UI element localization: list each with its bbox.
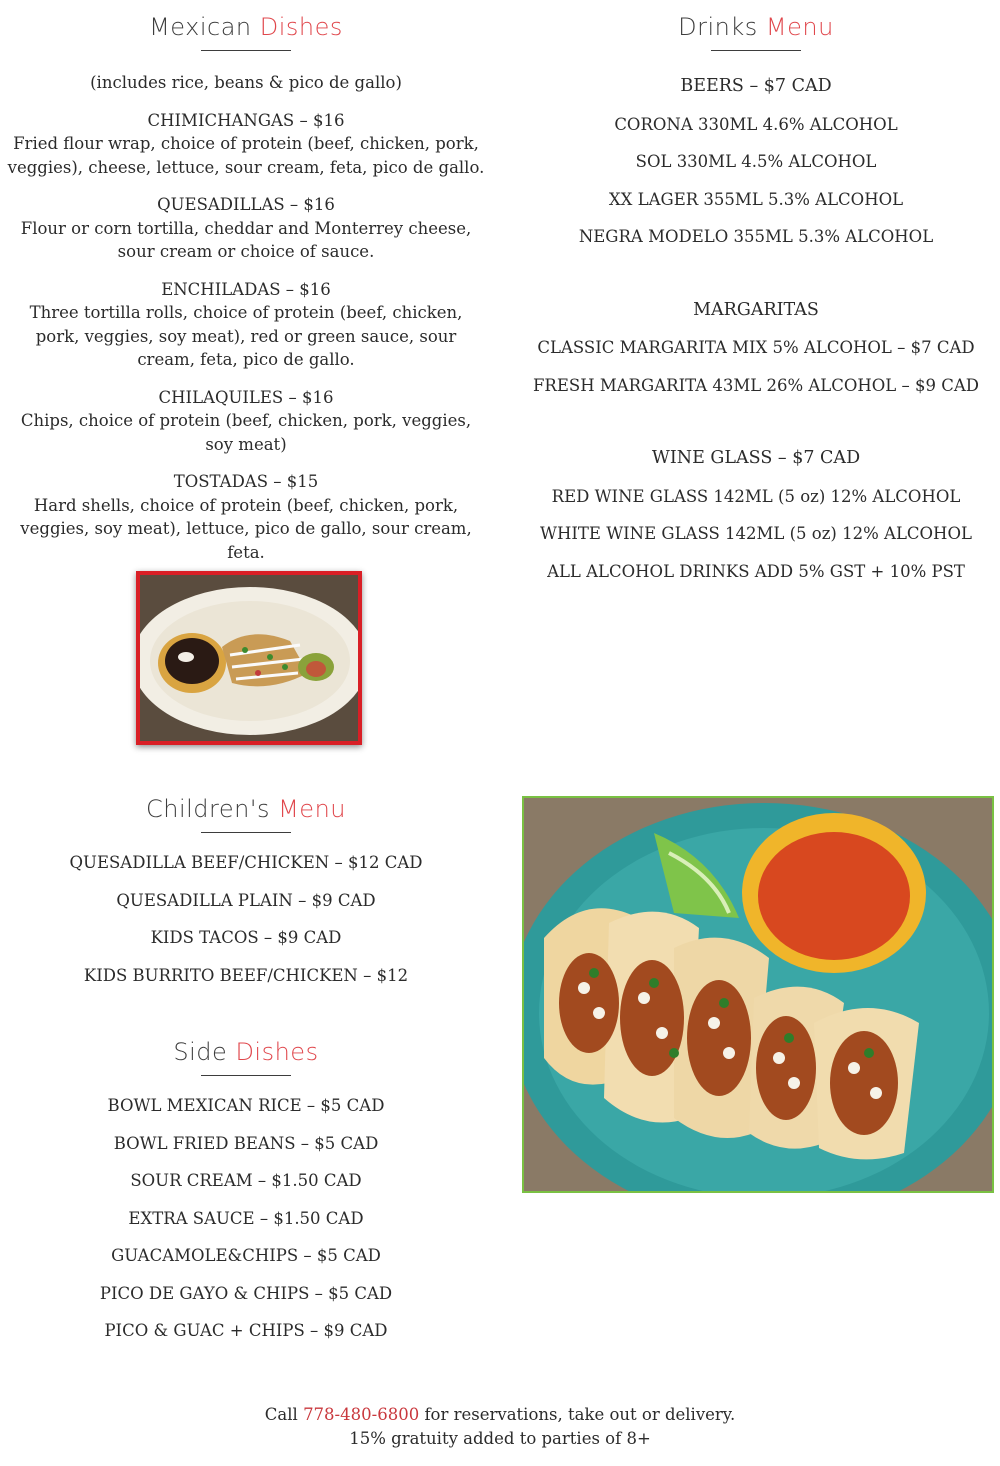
drink-item: CORONA 330ML 4.6% ALCOHOL — [614, 114, 898, 134]
heading-main: Side — [173, 1038, 236, 1066]
drinks-menu-section — [512, 0, 1000, 583]
dish-name: CHILAQUILES – $16 — [158, 387, 334, 407]
heading-accent: Menu — [765, 13, 834, 41]
menu-item-chimichangas — [0, 109, 492, 180]
tacos-illustration — [524, 798, 992, 1191]
heading-accent: Menu — [278, 795, 346, 823]
menu-item: SOUR CREAM – $1.50 CAD — [130, 1171, 362, 1190]
margaritas-list — [512, 299, 1000, 398]
menu-item: PICO & GUAC + CHIPS – $9 CAD — [104, 1321, 388, 1340]
dish-name: QUESADILLAS – $16 — [157, 195, 335, 214]
heading-underline — [201, 832, 291, 833]
heading-main: Mexican — [149, 13, 260, 41]
drink-item: ALL ALCOHOL DRINKS ADD 5% GST + 10% PST — [547, 561, 965, 581]
drink-item: XX LAGER 355ML 5.3% ALCOHOL — [608, 189, 904, 209]
dish-description: Flour or corn tortilla, cheddar and Monterrey cheese, sour cream or choice of sauce. — [20, 218, 472, 261]
childrens-menu-section — [0, 780, 492, 987]
drink-item: WHITE WINE GLASS 142ML (5 oz) 12% ALCOHOL — [540, 524, 972, 543]
menu-item: KIDS BURRITO BEEF/CHICKEN – $12 — [83, 965, 409, 985]
call-prefix: Call — [264, 1405, 304, 1424]
heading-underline — [711, 50, 801, 51]
reservation-line — [0, 1403, 1000, 1427]
menu-item: PICO DE GAYO & CHIPS – $5 CAD — [99, 1283, 393, 1303]
childrens-items — [0, 851, 492, 987]
side-dishes-section — [0, 1025, 492, 1343]
mexican-dishes-section — [0, 0, 492, 564]
mexican-dishes-subtitle: (includes rice, beans & pico de gallo) — [90, 73, 402, 92]
menu-item-tostadas — [0, 470, 492, 564]
menu-item: KIDS TACOS – $9 CAD — [150, 928, 342, 947]
childrens-menu-heading — [0, 794, 492, 824]
menu-item-chilaquiles — [0, 386, 492, 457]
call-suffix: for reservations, take out or delivery. — [419, 1405, 736, 1424]
heading-main: Children's — [146, 795, 279, 823]
plate-photo — [136, 571, 362, 745]
menu-item: BOWL MEXICAN RICE – $5 CAD — [107, 1096, 385, 1115]
menu-item: BOWL FRIED BEANS – $5 CAD — [113, 1133, 379, 1153]
heading-underline — [201, 50, 291, 51]
drinks-menu-heading — [512, 12, 1000, 42]
menu-item: QUESADILLA PLAIN – $9 CAD — [116, 890, 376, 910]
menu-item: GUACAMOLE&CHIPS – $5 CAD — [111, 1246, 381, 1265]
dish-description: Hard shells, choice of protein (beef, chicken, pork, veggies, soy meat), lettuce, pico de gallo, sour cream, feta. — [20, 495, 472, 562]
side-dishes-heading — [0, 1037, 492, 1067]
tacos-photo — [522, 796, 994, 1193]
wine-header: WINE GLASS – $7 CAD — [651, 448, 861, 468]
beers-list — [512, 75, 1000, 249]
margaritas-header: MARGARITAS — [693, 299, 819, 320]
heading-accent: Dishes — [259, 13, 343, 41]
menu-item-quesadillas — [0, 193, 492, 264]
side-items — [0, 1094, 492, 1343]
heading-main: Drinks — [678, 13, 766, 41]
menu-item: EXTRA SAUCE – $1.50 CAD — [128, 1208, 364, 1228]
mexican-dishes-heading — [0, 12, 492, 42]
phone-link[interactable]: 778-480-6800 — [303, 1405, 420, 1424]
dish-name: ENCHILADAS – $16 — [161, 279, 331, 299]
dish-name: CHIMICHANGAS – $16 — [147, 110, 345, 130]
dish-description: Chips, choice of protein (beef, chicken, pork, veggies, soy meat) — [20, 411, 472, 454]
dish-description: Fried flour wrap, choice of protein (beef, chicken, pork, veggies), cheese, lettuce, sour cream, feta, pico de gallo. — [7, 134, 485, 177]
dish-description: Three tortilla rolls, choice of protein (beef, chicken, pork, veggies, soy meat), red or green sauce, sour cream, feta, pico de gallo. — [29, 303, 463, 369]
heading-accent: Dishes — [235, 1038, 319, 1066]
menu-item-enchiladas — [0, 278, 492, 372]
footer — [0, 1403, 1000, 1450]
drink-item: CLASSIC MARGARITA MIX 5% ALCOHOL – $7 CAD — [537, 338, 975, 357]
plate-illustration — [140, 575, 358, 741]
wine-list — [512, 447, 1000, 583]
beers-header: BEERS – $7 CAD — [680, 76, 832, 96]
menu-item: QUESADILLA BEEF/CHICKEN – $12 CAD — [69, 853, 423, 872]
heading-underline — [201, 1075, 291, 1076]
gratuity-note: 15% gratuity added to parties of 8+ — [349, 1428, 651, 1448]
dish-name: TOSTADAS – $15 — [173, 472, 319, 491]
drink-item: NEGRA MODELO 355ML 5.3% ALCOHOL — [578, 227, 934, 246]
drink-item: FRESH MARGARITA 43ML 26% ALCOHOL – $9 CAD — [532, 375, 980, 395]
drink-item: SOL 330ML 4.5% ALCOHOL — [635, 152, 877, 171]
drink-item: RED WINE GLASS 142ML (5 oz) 12% ALCOHOL — [551, 486, 961, 506]
